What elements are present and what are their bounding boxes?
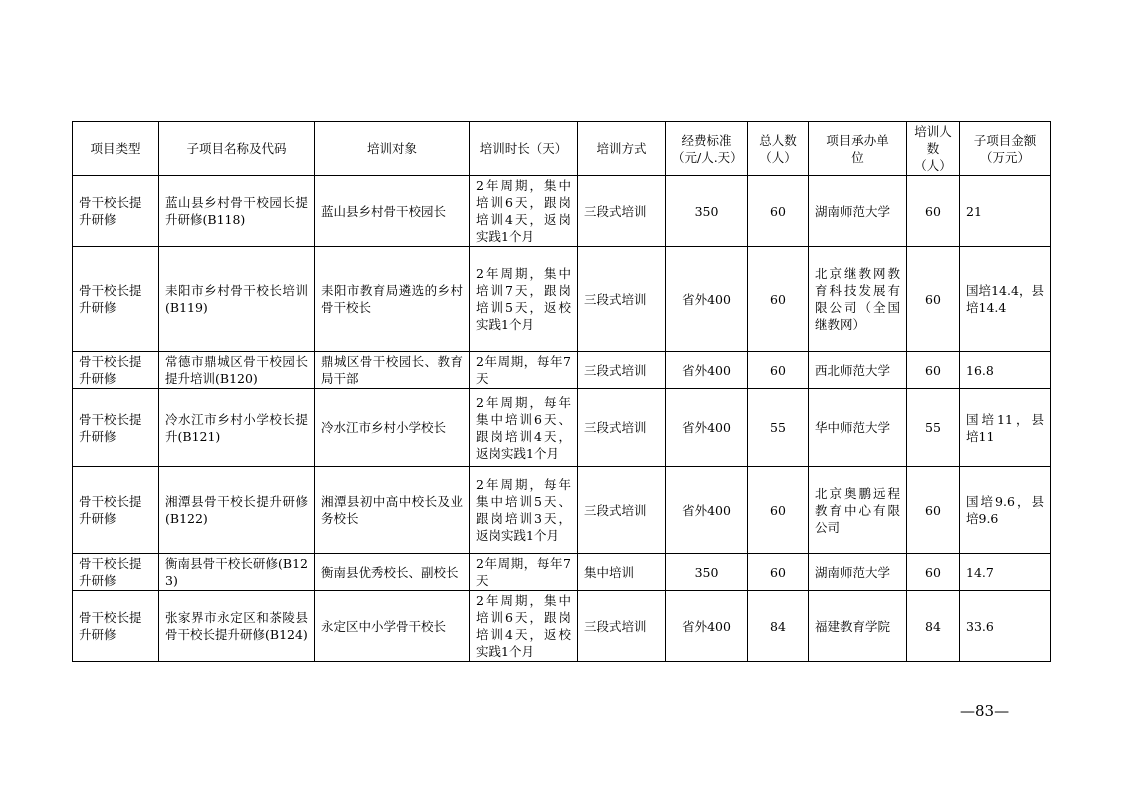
cell-method: 三段式培训 (578, 176, 666, 247)
cell-type: 骨干校长提升研修 (73, 247, 159, 352)
cell-total: 84 (748, 591, 809, 662)
cell-organizer: 湖南师范大学 (809, 176, 907, 247)
cell-name: 冷水江市乡村小学校长提升(B121) (159, 389, 315, 467)
cell-type: 骨干校长提升研修 (73, 389, 159, 467)
cell-funding: 省外400 (666, 247, 748, 352)
cell-organizer: 北京奥鹏远程教育中心有限公司 (809, 467, 907, 554)
cell-funding: 省外400 (666, 591, 748, 662)
cell-total: 60 (748, 352, 809, 389)
table-row (73, 591, 1051, 662)
cell-amount: 21 (960, 176, 1051, 247)
cell-name: 蓝山县乡村骨干校园长提升研修(B118) (159, 176, 315, 247)
cell-trainees: 84 (907, 591, 960, 662)
cell-amount: 16.8 (960, 352, 1051, 389)
cell-trainees: 60 (907, 352, 960, 389)
cell-target: 蓝山县乡村骨干校园长 (315, 176, 470, 247)
cell-duration: 2年周期，每年集中培训6天、跟岗培训4天，返岗实践1个月 (470, 389, 578, 467)
cell-name: 常德市鼎城区骨干校园长提升培训(B120) (159, 352, 315, 389)
table-row (73, 554, 1051, 591)
cell-target: 鼎城区骨干校园长、教育局干部 (315, 352, 470, 389)
header-total-people: 总人数（人） (748, 122, 809, 176)
cell-organizer: 华中师范大学 (809, 389, 907, 467)
cell-name: 张家界市永定区和茶陵县骨干校长提升研修(B124) (159, 591, 315, 662)
cell-type: 骨干校长提升研修 (73, 554, 159, 591)
header-training-duration: 培训时长（天） (470, 122, 578, 176)
cell-method: 三段式培训 (578, 389, 666, 467)
cell-target: 永定区中小学骨干校长 (315, 591, 470, 662)
cell-method: 集中培训 (578, 554, 666, 591)
table-row (73, 176, 1051, 247)
cell-funding: 350 (666, 176, 748, 247)
cell-name: 衡南县骨干校长研修(B123) (159, 554, 315, 591)
cell-method: 三段式培训 (578, 591, 666, 662)
cell-organizer: 福建教育学院 (809, 591, 907, 662)
cell-total: 60 (748, 467, 809, 554)
cell-method: 三段式培训 (578, 247, 666, 352)
cell-name: 耒阳市乡村骨干校长培训(B119) (159, 247, 315, 352)
header-organizer: 项目承办单 位 (809, 122, 907, 176)
cell-trainees: 60 (907, 176, 960, 247)
page-number: —83— (960, 702, 1010, 720)
cell-duration: 2年周期，集中培训6天，跟岗培训4天，返岗实践1个月 (470, 176, 578, 247)
cell-trainees: 55 (907, 389, 960, 467)
cell-funding: 省外400 (666, 352, 748, 389)
cell-target: 衡南县优秀校长、副校长 (315, 554, 470, 591)
cell-method: 三段式培训 (578, 352, 666, 389)
cell-total: 60 (748, 247, 809, 352)
cell-funding: 省外400 (666, 389, 748, 467)
cell-amount: 国培11，县培11 (960, 389, 1051, 467)
header-subproject-name: 子项目名称及代码 (159, 122, 315, 176)
table-header-row (73, 122, 1051, 176)
cell-name: 湘潭县骨干校长提升研修(B122) (159, 467, 315, 554)
cell-target: 耒阳市教育局遴选的乡村骨干校长 (315, 247, 470, 352)
cell-duration: 2年周期，集中培训6天，跟岗培训4天，返校实践1个月 (470, 591, 578, 662)
cell-duration: 2年周期，集中培训7天，跟岗培训5天，返校实践1个月 (470, 247, 578, 352)
cell-trainees: 60 (907, 554, 960, 591)
cell-total: 60 (748, 554, 809, 591)
cell-type: 骨干校长提升研修 (73, 467, 159, 554)
cell-funding: 省外400 (666, 467, 748, 554)
cell-amount: 国培9.6，县培9.6 (960, 467, 1051, 554)
cell-duration: 2年周期，每年集中培训5天、跟岗培训3天，返岗实践1个月 (470, 467, 578, 554)
header-trainees: 培训人数（人） (907, 122, 960, 176)
header-funding-standard: 经费标准（元/人.天） (666, 122, 748, 176)
cell-funding: 350 (666, 554, 748, 591)
cell-target: 冷水江市乡村小学校长 (315, 389, 470, 467)
cell-amount: 国培14.4，县培14.4 (960, 247, 1051, 352)
table-row (73, 467, 1051, 554)
cell-trainees: 60 (907, 247, 960, 352)
header-project-type: 项目类型 (73, 122, 159, 176)
header-training-method: 培训方式 (578, 122, 666, 176)
training-projects-table (72, 121, 1051, 662)
cell-type: 骨干校长提升研修 (73, 176, 159, 247)
cell-method: 三段式培训 (578, 467, 666, 554)
cell-duration: 2年周期，每年7天 (470, 352, 578, 389)
cell-amount: 14.7 (960, 554, 1051, 591)
table-row (73, 352, 1051, 389)
header-training-target: 培训对象 (315, 122, 470, 176)
table-row (73, 389, 1051, 467)
cell-target: 湘潭县初中高中校长及业务校长 (315, 467, 470, 554)
header-subproject-amount: 子项目金额（万元） (960, 122, 1051, 176)
table-row (73, 247, 1051, 352)
cell-trainees: 60 (907, 467, 960, 554)
cell-organizer: 北京继教网教育科技发展有限公司（全国继教网） (809, 247, 907, 352)
cell-total: 55 (748, 389, 809, 467)
cell-amount: 33.6 (960, 591, 1051, 662)
cell-type: 骨干校长提升研修 (73, 352, 159, 389)
cell-organizer: 湖南师范大学 (809, 554, 907, 591)
cell-total: 60 (748, 176, 809, 247)
cell-duration: 2年周期，每年7天 (470, 554, 578, 591)
cell-organizer: 西北师范大学 (809, 352, 907, 389)
cell-type: 骨干校长提升研修 (73, 591, 159, 662)
